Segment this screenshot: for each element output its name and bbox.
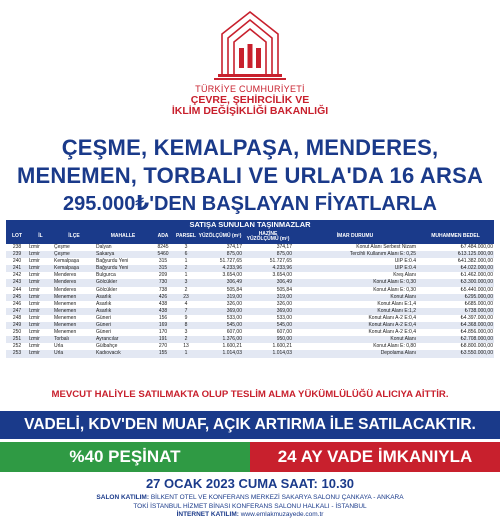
cell-lot: 240 [6,258,28,265]
table-row [6,315,494,322]
headline-line-3: 295.000₺'DEN BAŞLAYAN FİYATLARLA [63,193,437,215]
cell-imar-durumu: Konut Alanı E: 0,80 [293,343,417,350]
cell-parsel: 1 [175,350,197,357]
cell-yuzolcumu: 319,00 [197,294,243,301]
cell-lot: 245 [6,294,28,301]
headline-line-2: MENEMEN, TORBALI VE URLA'DA 16 ARSA [16,163,484,188]
cell-imar-durumu: Konut Alanı E: 0,30 [293,279,417,286]
cell-il: İzmir [28,258,53,265]
cell-imar-durumu: Konut Alanı E: 0,30 [293,287,417,294]
cell-parsel: 3 [175,329,197,336]
ministry-line-2: ÇEVRE, ŞEHİRCİLİK VE [190,94,310,106]
salon-participation-text: BİLKENT OTEL VE KONFERANS MERKEZİ SAKARYA SALONU ÇANKAYA - ANKARA [149,494,404,501]
cell-parsel: 2 [175,265,197,272]
table-row [6,329,494,336]
cell-ada: 426 [151,294,175,301]
cell-il: İzmir [28,251,53,258]
cell-il: İzmir [28,301,53,308]
cell-hazine-yuzolcumu: 950,00 [243,336,293,343]
table-row [6,308,494,315]
cell-mahalle: Bulgurca [95,272,151,279]
table-row [6,343,494,350]
cell-ada: 270 [151,343,175,350]
cell-hazine-yuzolcumu: 51.727,65 [243,258,293,265]
cell-parsel: 7 [175,308,197,315]
cell-yuzolcumu: 1.014,03 [197,350,243,357]
col-header-lot: LOT [6,230,28,244]
cell-lot: 246 [6,301,28,308]
cell-mahalle: Gölcükler [95,279,151,286]
cell-il: İzmir [28,308,53,315]
table-row [6,287,494,294]
ministry-name [0,84,500,117]
cell-yuzolcumu: 545,00 [197,322,243,329]
cell-imar-durumu: Konut Alanı E:1,2 [293,308,417,315]
cell-imar-durumu: Konut Alanı A-2 E:0,4 [293,315,417,322]
cell-ada: 315 [151,265,175,272]
cell-muhammen-bedel: ₺4.022.000,00 [417,265,494,272]
cell-ilce: Menemen [53,315,95,322]
cell-ilce: Menemen [53,329,95,336]
internet-participation-label: İNTERNET KATILIM: [176,511,239,518]
cell-lot: 249 [6,322,28,329]
cell-hazine-yuzolcumu: 1.014,03 [243,350,293,357]
cell-mahalle: Bağyurdu Yeni [95,265,151,272]
cell-ada: 730 [151,279,175,286]
cell-ilce: Menderes [53,279,95,286]
cell-il: İzmir [28,343,53,350]
cell-muhammen-bedel: ₺2.708.000,00 [417,336,494,343]
table-row [6,350,494,357]
cell-parsel: 23 [175,294,197,301]
cell-muhammen-bedel: ₺8.800.000,00 [417,343,494,350]
cell-yuzolcumu: 1.600,21 [197,343,243,350]
ministry-emblem-icon [206,4,294,82]
cell-il: İzmir [28,272,53,279]
cell-ada: 315 [151,258,175,265]
cell-parsel: 3 [175,244,197,251]
down-payment-banner: %40 PEŞİNAT [0,442,250,472]
cell-imar-durumu: Kreş Alanı [293,272,417,279]
cell-lot: 243 [6,279,28,286]
cell-il: İzmir [28,294,53,301]
istanbul-venue-line: TOKİ İSTANBUL HİZMET BİNASI KONFERANS SALONU HALKALI - İSTANBUL [133,502,367,510]
cell-imar-durumu: Konut Alanı [293,294,417,301]
cell-mahalle: Gülbahçe [95,343,151,350]
cell-mahalle: Güneri [95,315,151,322]
cell-imar-durumu: UİP E:0.4 [293,258,417,265]
cell-lot: 244 [6,287,28,294]
cell-ilce: Menemen [53,294,95,301]
col-header-il: İL [28,230,53,244]
cell-ilce: Menemen [53,301,95,308]
delivery-notice: MEVCUT HALİYLE SATILMAKTA OLUP TESLİM ALMA YÜKÜMLÜLÜĞÜ ALICIYA AİTTİR. [51,389,449,400]
cell-mahalle: Asarlık [95,301,151,308]
cell-yuzolcumu: 3.654,00 [197,272,243,279]
cell-muhammen-bedel: ₺3.550.000,00 [417,350,494,357]
cell-parsel: 1 [175,258,197,265]
cell-lot: 248 [6,315,28,322]
cell-yuzolcumu: 533,00 [197,315,243,322]
cell-imar-durumu: Konut Alanı Serbest Nizam [293,244,417,251]
cell-muhammen-bedel: ₺685.000,00 [417,301,494,308]
cell-hazine-yuzolcumu: 545,00 [243,322,293,329]
cell-parsel: 6 [175,251,197,258]
internet-participation-line [0,511,500,520]
cell-lot: 251 [6,336,28,343]
cell-muhammen-bedel: ₺13.125.000,00 [417,251,494,258]
cell-lot: 253 [6,350,28,357]
cell-il: İzmir [28,315,53,322]
cell-il: İzmir [28,265,53,272]
cell-hazine-yuzolcumu: 533,00 [243,315,293,322]
cell-parsel: 3 [175,279,197,286]
cell-mahalle: Asarlık [95,294,151,301]
cell-muhammen-bedel: ₺295.000,00 [417,294,494,301]
cell-muhammen-bedel: ₺4.368.000,00 [417,322,494,329]
cell-ada: 438 [151,308,175,315]
cell-lot: 242 [6,272,28,279]
cell-hazine-yuzolcumu: 3.654,00 [243,272,293,279]
cell-ada: 5460 [151,251,175,258]
col-header-parsel: PARSEL [175,230,197,244]
cell-mahalle: Güneri [95,322,151,329]
cell-lot: 247 [6,308,28,315]
cell-ada: 738 [151,287,175,294]
cell-hazine-yuzolcumu: 4.233,96 [243,265,293,272]
cell-yuzolcumu: 607,00 [197,329,243,336]
table-header-row [6,230,494,244]
cell-imar-durumu: Konut Alanı E:1,4 [293,301,417,308]
cell-hazine-yuzolcumu: 319,00 [243,294,293,301]
ministry-line-1: TÜRKİYE CUMHURİYETİ [195,84,305,94]
cell-muhammen-bedel: ₺4.856.000,00 [417,329,494,336]
table-row [6,322,494,329]
cell-yuzolcumu: 369,00 [197,308,243,315]
cell-imar-durumu: Depolama Alanı [293,350,417,357]
cell-hazine-yuzolcumu: 374,17 [243,244,293,251]
cell-imar-durumu: Konut Alanı A-2 E:0,4 [293,329,417,336]
cell-yuzolcumu: 1.376,00 [197,336,243,343]
installment-banner: 24 AY VADE İMKANIYLA [250,442,500,472]
cell-mahalle: Kadıovacık [95,350,151,357]
cell-lot: 252 [6,343,28,350]
participation-info [0,494,500,520]
cell-ada: 191 [151,336,175,343]
cell-parsel: 13 [175,343,197,350]
cell-ada: 155 [151,350,175,357]
cell-lot: 239 [6,251,28,258]
headline-line-1: ÇEŞME, KEMALPAŞA, MENDERES, [61,135,439,160]
cell-muhammen-bedel: ₺738.000,00 [417,308,494,315]
cell-ilce: Kemalpaşa [53,265,95,272]
cell-hazine-yuzolcumu: 369,00 [243,308,293,315]
table-row [6,301,494,308]
salon-participation-label: SALON KATILIM: [96,494,150,501]
cell-muhammen-bedel: ₺4.397.000,00 [417,315,494,322]
cell-hazine-yuzolcumu: 326,00 [243,301,293,308]
col-header-ada: ADA [151,230,175,244]
cell-yuzolcumu: 374,17 [197,244,243,251]
table-title: SATIŞA SUNULAN TAŞINMAZLAR [6,220,494,230]
cell-yuzolcumu: 51.727,65 [197,258,243,265]
cell-hazine-yuzolcumu: 306,49 [243,279,293,286]
col-header-imar-durumu: İMAR DURUMU [293,230,417,244]
cell-imar-durumu: Konut Alanı [293,336,417,343]
cell-muhammen-bedel: ₺3.300.000,00 [417,279,494,286]
cell-il: İzmir [28,322,53,329]
salon-participation-line [0,494,500,503]
cell-hazine-yuzolcumu: 1.600,21 [243,343,293,350]
cell-yuzolcumu: 4.233,96 [197,265,243,272]
cell-mahalle: Sakarya [95,251,151,258]
cell-ada: 209 [151,272,175,279]
cell-il: İzmir [28,350,53,357]
internet-participation-link[interactable]: www.emlakmuzayede.com.tr [238,511,324,518]
cell-lot: 250 [6,329,28,336]
cell-hazine-yuzolcumu: 875,00 [243,251,293,258]
col-header-mahalle: MAHALLE [95,230,151,244]
cell-yuzolcumu: 875,00 [197,251,243,258]
col-header-hazine-yuzolcumu: HAZİNE YÜZÖLÇÜMÜ (m²) [243,230,293,244]
cell-il: İzmir [28,279,53,286]
cell-ilce: Torbalı [53,336,95,343]
cell-il: İzmir [28,287,53,294]
cell-parsel: 9 [175,315,197,322]
cell-mahalle: Asarlık [95,308,151,315]
cell-parsel: 4 [175,301,197,308]
cell-yuzolcumu: 306,49 [197,279,243,286]
col-header-muhammen-bedel: MUHAMMEN BEDEL [417,230,494,244]
cell-mahalle: Güneri [95,329,151,336]
cell-mahalle: Gölcükler [95,287,151,294]
sale-terms-banner: VADELİ, KDV'DEN MUAF, AÇIK ARTIRMA İLE SATILACAKTIR. [0,411,500,439]
cell-muhammen-bedel: ₺5.440.000,00 [417,287,494,294]
cell-hazine-yuzolcumu: 505,84 [243,287,293,294]
cell-imar-durumu: Konut Alanı A-2 E:0,4 [293,322,417,329]
cell-ada: 169 [151,322,175,329]
table-row [6,265,494,272]
cell-ilce: Kemalpaşa [53,258,95,265]
table-row [6,336,494,343]
col-header-ilce: İLÇE [53,230,95,244]
cell-mahalle: Ayrancılar [95,336,151,343]
cell-hazine-yuzolcumu: 607,00 [243,329,293,336]
table-row [6,244,494,251]
cell-parsel: 1 [175,272,197,279]
cell-muhammen-bedel: ₺7.484.000,00 [417,244,494,251]
property-table [6,220,494,358]
cell-parsel: 2 [175,336,197,343]
cell-ada: 156 [151,315,175,322]
table-row [6,294,494,301]
table-row [6,272,494,279]
col-header-yuzolcumu: YÜZÖLÇÜMÜ (m²) [197,230,243,244]
cell-muhammen-bedel: ₺41.382.000,00 [417,258,494,265]
cell-il: İzmir [28,329,53,336]
cell-ilce: Menemen [53,308,95,315]
cell-ilce: Urla [53,343,95,350]
cell-ilce: Menderes [53,287,95,294]
cell-lot: 241 [6,265,28,272]
cell-ilce: Çeşme [53,251,95,258]
cell-ilce: Çeşme [53,244,95,251]
cell-ada: 8245 [151,244,175,251]
table-row [6,258,494,265]
cell-il: İzmir [28,336,53,343]
cell-ada: 170 [151,329,175,336]
cell-parsel: 2 [175,287,197,294]
cell-ada: 438 [151,301,175,308]
cell-muhammen-bedel: ₺1.462.000,00 [417,272,494,279]
ministry-line-3: İKLİM DEĞİŞİKLİĞİ BAKANLIĞI [171,105,329,117]
cell-mahalle: Bağyurdu Yeni [95,258,151,265]
cell-yuzolcumu: 326,00 [197,301,243,308]
property-list [6,230,494,358]
cell-ilce: Menemen [53,322,95,329]
auction-date: 27 OCAK 2023 CUMA SAAT: 10.30 [145,476,355,491]
cell-il: İzmir [28,244,53,251]
cell-yuzolcumu: 505,84 [197,287,243,294]
cell-imar-durumu: UİP E:0.4 [293,265,417,272]
table-row [6,251,494,258]
cell-lot: 238 [6,244,28,251]
cell-ilce: Urla [53,350,95,357]
cell-imar-durumu: Tercihli Kullanım Alanı E: 0,25 [293,251,417,258]
cell-mahalle: Dalyan [95,244,151,251]
cell-parsel: 8 [175,322,197,329]
cell-ilce: Menderes [53,272,95,279]
table-row [6,279,494,286]
